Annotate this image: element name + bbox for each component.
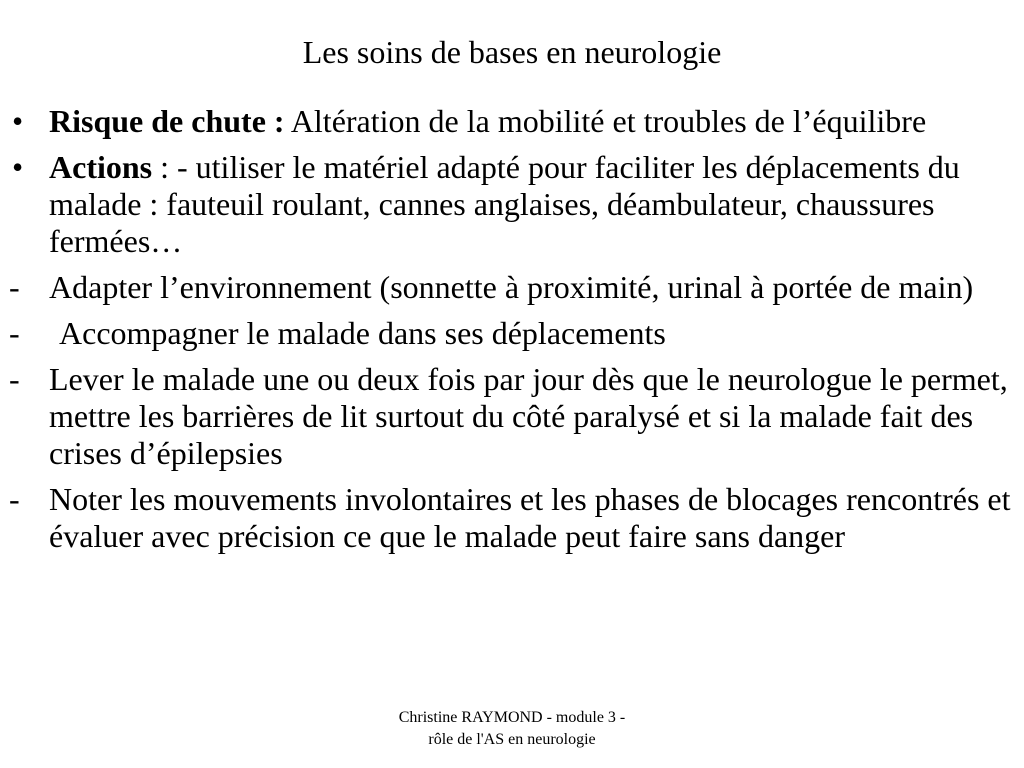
bullet-item-risque [0, 103, 1024, 140]
item-text: : - utiliser le matériel adapté pour faciliter les déplacements du malade : fauteuil roulant, cannes anglaises, déambulateur, chaussures fermées… [49, 149, 960, 259]
item-text: Noter les mouvements involontaires et les phases de blocages rencontrés et évaluer avec précision ce que le malade peut faire sans danger [49, 481, 1011, 554]
item-label: Actions [49, 149, 153, 185]
item-text: Accompagner le malade dans ses déplacements [59, 315, 666, 351]
dash-item-lever [0, 361, 1024, 472]
dash-marker: - [9, 481, 20, 517]
item-text: Altération de la mobilité et troubles de l’équilibre [284, 103, 927, 139]
bullet-marker: • [12, 103, 24, 139]
dash-item-accompagner [0, 315, 1024, 352]
slide-footer [342, 707, 682, 751]
dash-marker: - [9, 361, 20, 397]
item-text: Adapter l’environnement (sonnette à proximité, urinal à portée de main) [49, 269, 974, 305]
dash-item-noter [0, 481, 1024, 555]
bullet-item-actions [0, 149, 1024, 260]
item-label: Risque de chute : [49, 103, 285, 139]
dash-item-environnement [0, 269, 1024, 306]
bullet-list [0, 103, 1024, 564]
bullet-marker: • [12, 149, 24, 185]
footer-subtitle: rôle de l'AS en neurologie [428, 731, 596, 748]
slide-title: Les soins de bases en neurologie [302, 34, 722, 70]
footer-author: Christine RAYMOND - module 3 - [398, 709, 626, 726]
dash-marker: - [9, 315, 20, 351]
item-text: Lever le malade une ou deux fois par jour dès que le neurologue le permet, mettre les barrières de lit surtout du côté paralysé et si la malade fait des crises d’épilepsies [49, 361, 1008, 471]
dash-marker: - [9, 269, 20, 305]
